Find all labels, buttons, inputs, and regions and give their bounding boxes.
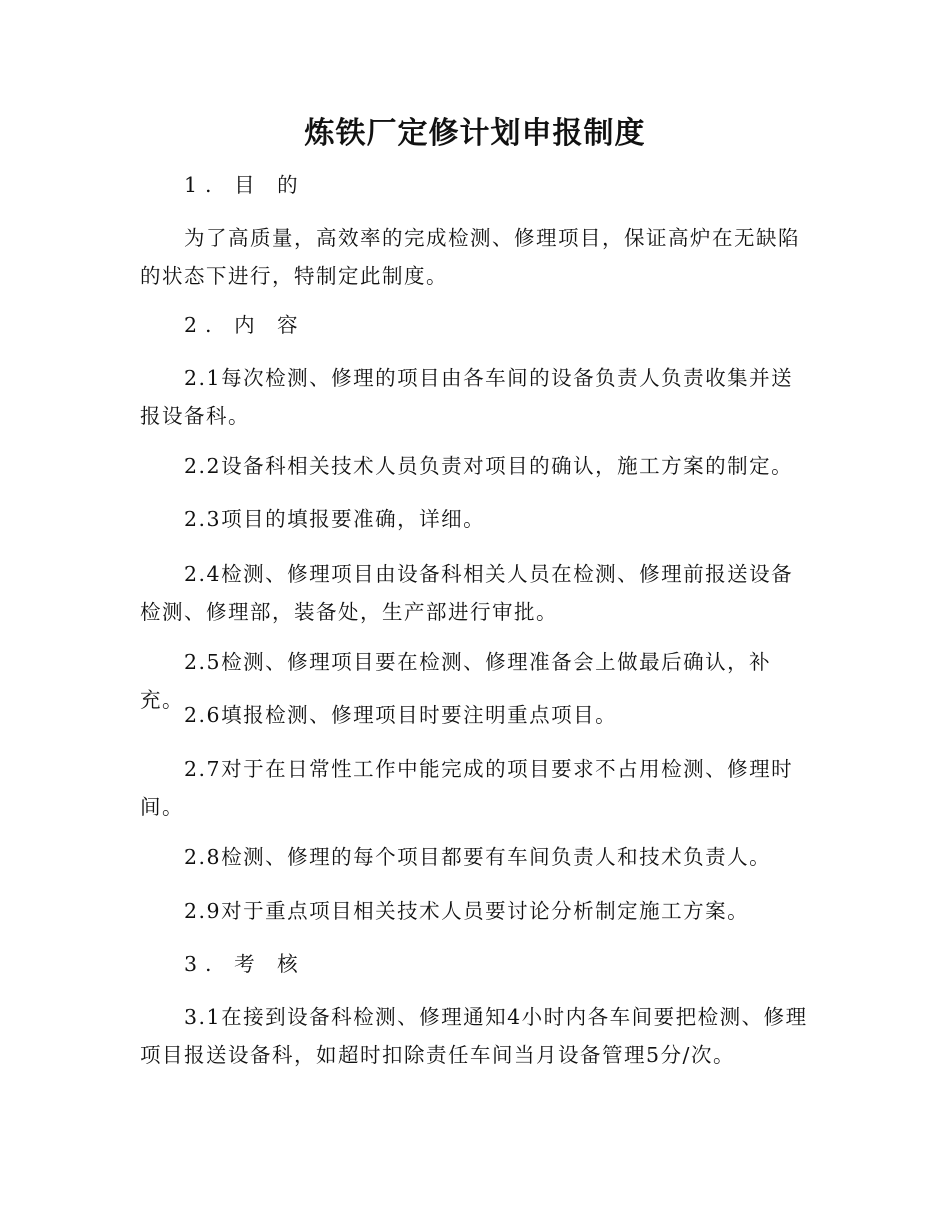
section-heading-assessment: 3. 考 核 (184, 952, 306, 976)
paragraph-2-7: 2.7对于在日常性工作中能完成的项目要求不占用检测、修理时间。 (140, 757, 794, 819)
paragraph-2-8: 2.8检测、修理的每个项目都要有车间负责人和技术负责人。 (184, 845, 772, 869)
section-heading-purpose: 1. 目 的 (184, 173, 306, 197)
paragraph-2-3: 2.3项目的填报要准确，详细。 (184, 507, 486, 531)
paragraph-2-6: 2.6填报检测、修理项目时要注明重点项目。 (184, 703, 618, 727)
paragraph-3-1: 3.1在接到设备科检测、修理通知4小时内各车间要把检测、修理项目报送设备科，如超时扣除责任车间当月设备管理5分/次。 (140, 1005, 808, 1067)
paragraph-2-4: 2.4检测、修理项目由设备科相关人员在检测、修理前报送设备检测、修理部，装备处，生产部进行审批。 (140, 562, 794, 624)
paragraph-purpose: 为了高质量，高效率的完成检测、修理项目，保证高炉在无缺陷的状态下进行，特制定此制度。 (140, 226, 800, 288)
paragraph-2-5: 2.5检测、修理项目要在检测、修理准备会上做最后确认，补充。 (140, 650, 772, 712)
section-heading-content: 2. 内 容 (184, 313, 306, 337)
document-title: 炼铁厂定修计划申报制度 (304, 116, 646, 151)
paragraph-2-9: 2.9对于重点项目相关技术人员要讨论分析制定施工方案。 (184, 899, 750, 923)
paragraph-2-2: 2.2设备科相关技术人员负责对项目的确认，施工方案的制定。 (184, 454, 794, 478)
paragraph-2-1: 2.1每次检测、修理的项目由各车间的设备负责人负责收集并送报设备科。 (140, 366, 794, 428)
